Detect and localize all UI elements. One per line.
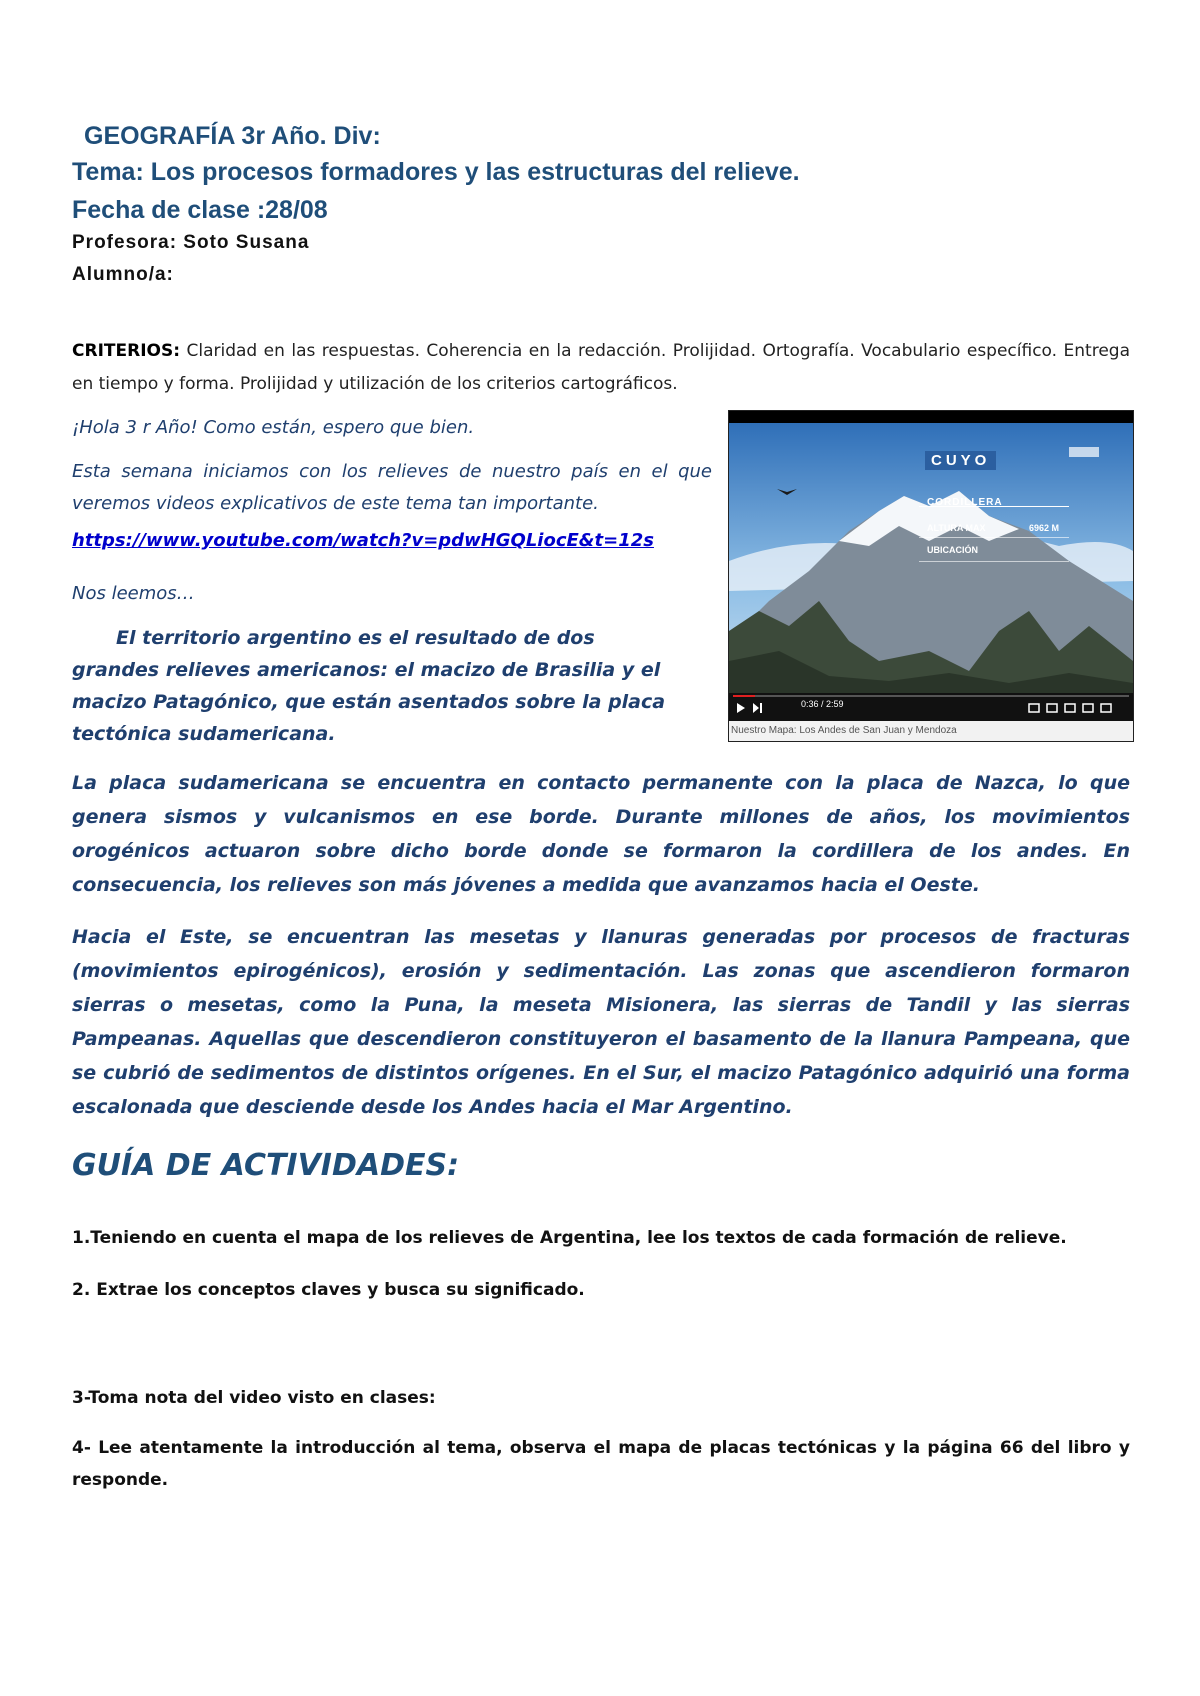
video-thumbnail[interactable] [728,410,1134,742]
video-time: 0:36 / 2:59 [801,699,844,709]
criteria-label: CRITERIOS: [72,341,181,361]
student-field: Alumno/a: [72,264,174,285]
greeting-text: ¡Hola 3 r Año! Como están, espero que bien. [72,417,475,438]
territory-paragraph [72,622,672,750]
video-subtitle: CORDILLERA [927,497,1003,508]
plate-paragraph: La placa sudamericana se encuentra en contacto permanente con la placa de Nazca, lo que genera sismos y vulcanismos en ese borde. Durante millones de años, los movimientos orogénicos actuaron sobre dicho borde donde se formaron la cordillera de los andes. En consecuencia, los relieves son más jóvenes a medida que avanzamos hacia el Oeste. [72,772,1130,896]
signoff-text: Nos leemos… [72,583,195,604]
topic-heading: Tema: Los procesos formadores y las estructuras del relieve. [72,158,800,186]
criteria-text: Claridad en las respuestas. Coherencia en la redacción. Prolijidad. Ortografía. Vocabulario específico. Entrega en tiempo y forma. Prolijidad y utilización de los criterios cartográficos. [72,341,1130,394]
class-date: Fecha de clase :28/08 [72,196,328,224]
video-link[interactable]: https://www.youtube.com/watch?v=pdwHGQLiocE&t=12s [72,530,654,551]
activity-1: 1.Teniendo en cuenta el mapa de los relieves de Argentina, lee los textos de cada formación de relieve. [72,1228,1067,1248]
subject-heading: GEOGRAFÍA 3r Año. Div: [84,122,381,150]
video-altura-label: ALTURA MAX [927,523,986,533]
video-ubicacion-label: UBICACIÓN [927,545,978,555]
territory-text: El territorio argentino es el resultado de dos grandes relieves americanos: el macizo de Brasilia y el macizo Patagónico, que están asentados sobre la placa tectónica sudamericana. [72,627,666,745]
video-title-badge: CUYO [925,451,996,470]
teacher-name: Profesora: Soto Susana [72,232,310,253]
video-altura-value: 6962 M [1029,523,1060,533]
criteria-paragraph [72,335,1130,401]
activity-4: 4- Lee atentamente la introducción al tema, observa el mapa de placas tectónicas y la página 66 del libro y responde. [72,1438,1130,1490]
activities-heading: GUÍA DE ACTIVIDADES: [72,1148,460,1183]
activity-3: 3-Toma nota del video visto en clases: [72,1388,436,1408]
east-paragraph: Hacia el Este, se encuentran las mesetas y llanuras generadas por procesos de fracturas (movimientos epirogénicos), erosión y sedimentación. Las zonas que ascendieron formaron sierras o mesetas, como la Puna, la meseta Misionera, las sierras de Tandil y las sierras Pampeanas. Aquellas que descendieron constituyeron el basamento de la llanura Pampeana, que se cubrió de sedimentos de distintos orígenes. En el Sur, el macizo Patagónico adquirió una forma escalonada que desciende desde los Andes hacia el Mar Argentino. [72,926,1130,1118]
activity-2: 2. Extrae los conceptos claves y busca su significado. [72,1280,585,1300]
video-caption: Nuestro Mapa: Los Andes de San Juan y Mendoza [729,721,1134,742]
intro-text: Esta semana iniciamos con los relieves de nuestro país en el que veremos videos explicativos de este tema tan importante. [72,461,712,514]
